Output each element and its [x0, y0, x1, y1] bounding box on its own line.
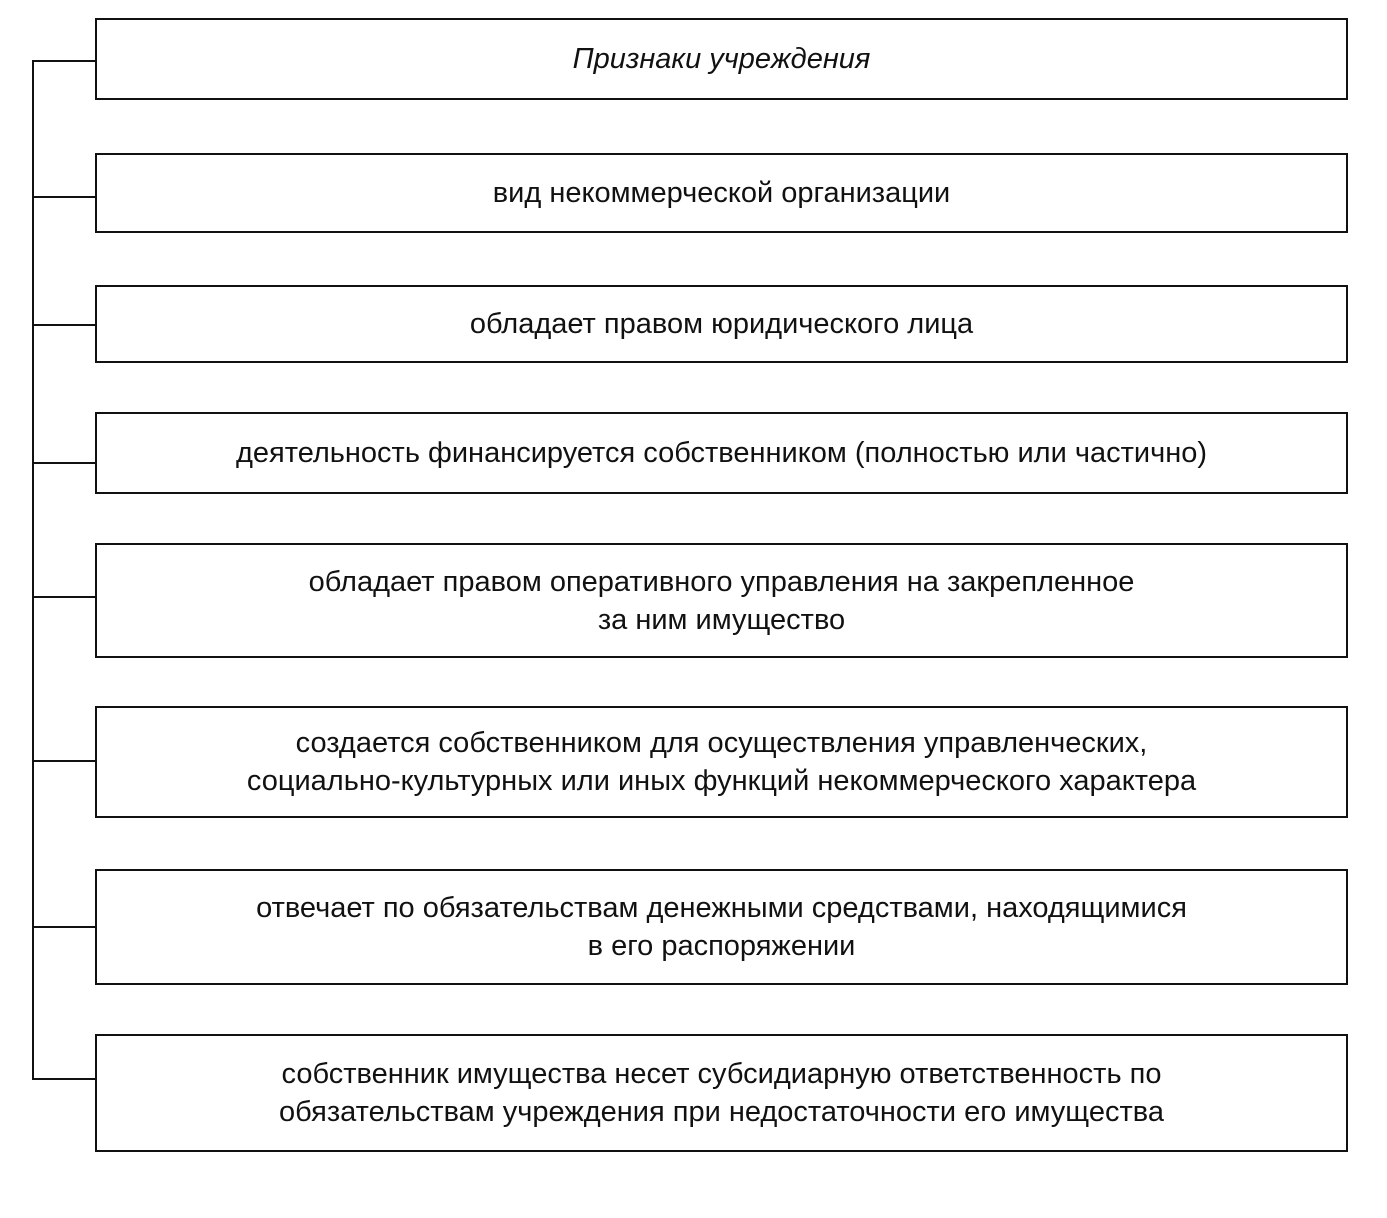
connector-item-3: [32, 462, 96, 464]
connector-item-4: [32, 596, 96, 598]
feature-text-line: обладает правом оперативного управления на закрепленное: [308, 565, 1135, 598]
feature-text-line: в его распоряжении: [587, 930, 856, 962]
feature-text: [279, 1055, 1164, 1131]
connector-title: [32, 60, 96, 62]
feature-text-line: обладает правом юридического лица: [469, 308, 974, 340]
feature-text-line: за ним имущество: [597, 603, 846, 636]
feature-text: [256, 889, 1187, 965]
feature-text: [247, 724, 1196, 800]
feature-box-5: [95, 706, 1348, 818]
connector-item-7: [32, 1078, 96, 1080]
feature-box-1: [95, 153, 1348, 233]
feature-text: [309, 563, 1135, 639]
diagram-title: Признаки учреждения: [572, 43, 871, 75]
feature-box-7: [95, 1034, 1348, 1152]
feature-box-4: [95, 543, 1348, 658]
connector-item-1: [32, 196, 96, 198]
feature-box-6: [95, 869, 1348, 985]
feature-text-line: отвечает по обязательствам денежными средствами, находящимися: [256, 892, 1187, 924]
feature-text-line: обязательствам учреждения при недостаточности его имущества: [279, 1096, 1164, 1128]
feature-box-2: [95, 285, 1348, 363]
connector-item-2: [32, 324, 96, 326]
feature-text-line: создается собственником для осуществления управленческих,: [295, 727, 1148, 759]
connector-item-5: [32, 760, 96, 762]
feature-text-line: деятельность финансируется собственником (полностью или частично): [236, 437, 1207, 469]
feature-text-line: собственник имущества несет субсидиарную ответственность по: [281, 1058, 1162, 1090]
feature-text-line: вид некоммерческой организации: [492, 177, 951, 209]
diagram-title-box: [95, 18, 1348, 100]
feature-text-line: социально-культурных или иных функций некоммерческого характера: [246, 765, 1197, 797]
feature-box-3: [95, 412, 1348, 494]
connector-item-6: [32, 926, 96, 928]
